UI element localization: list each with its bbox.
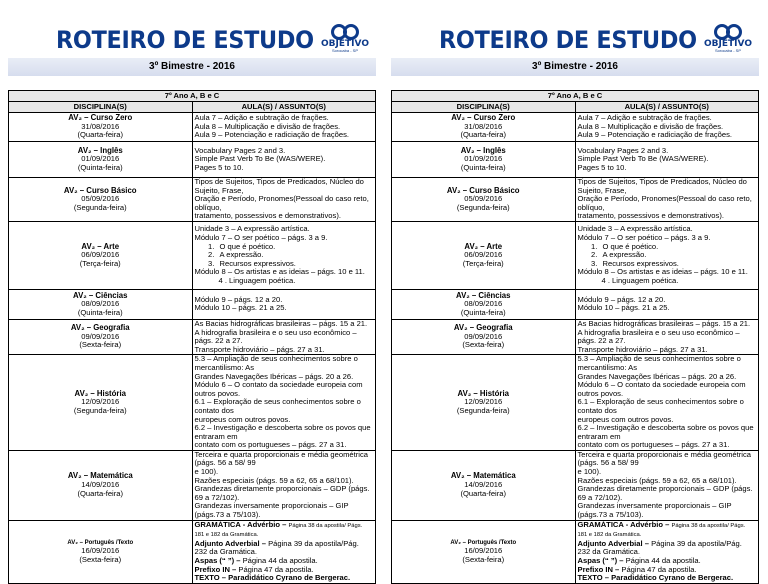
lesson-line: Transporte hidroviário – págs. 27 a 31.	[194, 344, 325, 354]
lesson-topic: GRAMÁTICA - Advérbio –	[194, 519, 289, 529]
table-row	[9, 142, 376, 178]
numbered-list	[195, 243, 374, 269]
lesson-reference: Página 44 da apostila.	[242, 556, 318, 565]
class-label: 7º Ano A, B e C	[9, 91, 376, 102]
lesson-line: Terceira e quarta proporcionais e média geométrica (págs. 56 a 58/ 99	[577, 449, 751, 468]
discipline-name: AV₂ – Arte	[81, 241, 120, 251]
lesson-line	[578, 540, 757, 557]
discipline-cell	[392, 142, 576, 178]
table-row	[392, 520, 759, 583]
list-item: 1. O que é poético.	[600, 243, 757, 252]
exam-date: 12/09/2016	[464, 397, 503, 407]
table-row	[9, 113, 376, 142]
numbered-list	[578, 243, 757, 269]
page-right	[391, 26, 759, 584]
lesson-reference: Página 39 da apostila/Pág. 232 da Gramática.	[194, 538, 359, 557]
exam-weekday: (Segunda-feira)	[456, 202, 510, 212]
exam-date: 09/09/2016	[81, 331, 120, 341]
discipline-cell	[392, 450, 576, 520]
discipline-cell	[9, 178, 193, 222]
page-title: ROTEIRO DE ESTUDO	[56, 26, 314, 54]
lesson-line: 6.2 – Investigação e descoberta sobre os povos que entraram em	[194, 423, 371, 441]
exam-date: 01/09/2016	[464, 154, 503, 164]
lesson-cell	[575, 142, 759, 178]
logo-text: OBJETIVO	[321, 39, 369, 49]
lesson-line: Módulo 6 – O contato da sociedade europeia com outros povos.	[194, 380, 363, 398]
discipline-cell	[392, 319, 576, 354]
lesson-line: europeus com outros povos.	[194, 414, 291, 424]
lesson-cell	[192, 355, 376, 451]
discipline-name: AV₂ – História	[457, 388, 509, 398]
table-row	[392, 113, 759, 142]
lesson-cell	[575, 450, 759, 520]
lesson-line	[578, 521, 757, 540]
exam-weekday: (Segunda-feira)	[456, 405, 510, 415]
exam-weekday: (Sexta-feira)	[462, 555, 505, 564]
lesson-line: Razões especiais (págs. 59 a 62, 65 a 68/101).	[194, 475, 354, 485]
lesson-line	[195, 521, 374, 540]
exam-weekday: (Segunda-feira)	[73, 202, 127, 212]
lesson-cell	[192, 289, 376, 319]
discipline-name: AV₂ – Geografia	[453, 323, 513, 333]
table-row	[9, 450, 376, 520]
lesson-line: Terceira e quarta proporcionais e média geométrica (págs. 56 a 58/ 99	[194, 449, 368, 468]
objetivo-logo	[318, 24, 372, 54]
lesson-cell	[575, 520, 759, 583]
discipline-name: AV₂ – Curso Básico	[446, 185, 520, 195]
lesson-line: Oração e Período, Pronomes(Pessoal do caso reto, oblíquo,	[577, 194, 752, 212]
lesson-line: Simple Past Verb To Be (WAS/WERE).	[194, 154, 326, 164]
lesson-line: 4 . Linguagem poética.	[601, 275, 679, 285]
class-label: 7º Ano A, B e C	[392, 91, 759, 102]
lesson-cell	[575, 289, 759, 319]
lesson-line: contato com os portugueses – págs. 27 a 31.	[194, 440, 347, 450]
exam-date: 16/09/2016	[464, 546, 503, 556]
lesson-reference: Página 38 da apostila/ Págs. 181 e 182 da Gramática.	[194, 522, 363, 539]
lesson-line: Transporte hidroviário – págs. 27 a 31.	[577, 344, 708, 354]
list-item: 3. Recursos expressivos.	[600, 260, 757, 269]
discipline-name: AV₂ – Inglês	[460, 145, 506, 155]
lesson-line: Módulo 7 – O ser poético – págs. 3 a 9.	[577, 232, 711, 242]
discipline-name: AV₂ – Curso Básico	[63, 185, 137, 195]
lesson-cell	[192, 178, 376, 222]
lesson-line: Módulo 8 – Os artistas e as ideias – págs. 10 e 11.	[577, 267, 748, 277]
table-row	[9, 319, 376, 354]
lesson-line	[195, 540, 374, 557]
table-row	[9, 289, 376, 319]
discipline-name: AV₂ – Ciências	[73, 290, 128, 300]
table-row	[392, 450, 759, 520]
lesson-reference: Página 44 da apostila.	[625, 556, 701, 565]
column-header-lesson: AULA(S) / ASSUNTO(S)	[192, 102, 376, 113]
discipline-cell	[392, 289, 576, 319]
discipline-cell	[9, 221, 193, 289]
list-item: 3. Recursos expressivos.	[217, 260, 374, 269]
discipline-name: AV₂ – Português /Texto	[67, 539, 134, 546]
table-row	[392, 355, 759, 451]
logo-subtext: Sorocaba - SP	[714, 48, 741, 53]
discipline-name: AV₂ – Português /Texto	[450, 539, 517, 546]
lesson-cell	[192, 450, 376, 520]
lesson-topic: Adjunto Adverbial –	[194, 538, 269, 548]
exam-weekday: (Sexta-feira)	[462, 340, 505, 350]
page-title: ROTEIRO DE ESTUDO	[439, 26, 697, 54]
discipline-cell	[392, 178, 576, 222]
table-row	[9, 178, 376, 222]
lesson-cell	[575, 113, 759, 142]
table-row	[9, 221, 376, 289]
lesson-line: Aula 7 – Adição e subtração de frações.	[577, 113, 712, 123]
exam-date: 12/09/2016	[81, 397, 120, 407]
lesson-line: Módulo 9 – págs. 12 a 20.	[577, 294, 666, 304]
exam-weekday: (Terça-feira)	[462, 258, 504, 268]
objetivo-logo	[701, 24, 755, 54]
lesson-reference: Página 39 da apostila/Pág. 232 da Gramática.	[577, 538, 742, 557]
discipline-cell	[392, 113, 576, 142]
discipline-cell	[9, 355, 193, 451]
logo-icon	[330, 24, 360, 40]
lesson-line: Grandezas inversamente proporcionais – GIP (págs.73 a 75/103).	[194, 501, 349, 520]
exam-date: 31/08/2016	[464, 121, 503, 131]
lesson-line: europeus com outros povos.	[577, 414, 674, 424]
lesson-line: Vocabulary Pages 2 and 3.	[577, 145, 669, 155]
lesson-topic: Adjunto Adverbial –	[577, 538, 652, 548]
lesson-line: 5.3 – Ampliação de seus conhecimentos sobre o mercantilismo: As	[194, 354, 358, 372]
lesson-line: Módulo 8 – Os artistas e as ideias – págs. 10 e 11.	[194, 267, 365, 277]
lesson-line: A hidrografia brasileira e o seu uso econômico – págs. 22 a 27.	[577, 327, 740, 346]
exam-date: 31/08/2016	[81, 121, 120, 131]
lesson-line: e 100).	[577, 467, 602, 477]
lesson-reference: Página 47 da apostila.	[621, 564, 697, 574]
lesson-line: Pages 5 to 10.	[577, 162, 627, 172]
exam-weekday: (Quinta-feira)	[77, 162, 123, 172]
exam-weekday: (Terça-feira)	[79, 258, 121, 268]
lesson-line: 5.3 – Ampliação de seus conhecimentos sobre o mercantilismo: As	[577, 354, 741, 372]
lesson-line: e 100).	[194, 467, 219, 477]
discipline-cell	[9, 319, 193, 354]
table-row	[9, 520, 376, 583]
table-row	[392, 142, 759, 178]
exam-date: 05/09/2016	[81, 194, 120, 204]
lesson-line: Vocabulary Pages 2 and 3.	[194, 145, 286, 155]
lesson-topic: GRAMÁTICA - Advérbio –	[577, 519, 672, 529]
exam-date: 09/09/2016	[464, 331, 503, 341]
lesson-line: Tipos de Sujeitos, Tipos de Predicados, Núcleo do Sujeito, Frase,	[577, 177, 747, 195]
exam-date: 14/09/2016	[81, 479, 120, 489]
exam-weekday: (Quinta-feira)	[460, 162, 506, 172]
exam-date: 16/09/2016	[81, 546, 120, 556]
lesson-line: As Bacias hidrográficas brasileiras – págs. 15 a 21.	[194, 318, 368, 328]
lesson-cell	[575, 355, 759, 451]
logo-text: OBJETIVO	[704, 39, 752, 49]
exam-weekday: (Quinta-feira)	[460, 307, 506, 317]
lesson-cell	[575, 221, 759, 289]
lesson-line: Unidade 3 – A expressão artística.	[577, 224, 693, 234]
lesson-line	[578, 566, 757, 575]
discipline-cell	[9, 450, 193, 520]
lesson-line: Aula 8 – Multiplicação e divisão de frações.	[577, 121, 724, 131]
lesson-line: Pages 5 to 10.	[194, 162, 244, 172]
exam-weekday: (Quarta-feira)	[460, 130, 507, 140]
list-item: 1. O que é poético.	[217, 243, 374, 252]
list-item: 2. A expressão.	[217, 251, 374, 260]
lesson-line: Módulo 6 – O contato da sociedade europeia com outros povos.	[577, 380, 746, 398]
lesson-line: 6.1 – Exploração de seus conhecimentos sobre o contato dos	[194, 397, 361, 415]
table-row	[392, 319, 759, 354]
discipline-name: AV₂ – História	[74, 388, 126, 398]
page-left	[8, 26, 376, 584]
exam-weekday: (Sexta-feira)	[79, 340, 122, 350]
logo-icon	[713, 24, 743, 40]
lesson-topic: Prefixo IN –	[577, 564, 622, 574]
banner	[8, 26, 376, 54]
column-header-lesson: AULA(S) / ASSUNTO(S)	[575, 102, 759, 113]
list-item: 2. A expressão.	[600, 251, 757, 260]
discipline-name: AV₂ – Inglês	[77, 145, 123, 155]
exam-date: 06/09/2016	[464, 250, 503, 260]
lesson-line	[195, 566, 374, 575]
lesson-cell	[192, 221, 376, 289]
lesson-topic: Aspas (“ ”) –	[577, 556, 626, 565]
exam-date: 05/09/2016	[464, 194, 503, 204]
discipline-cell	[9, 142, 193, 178]
lesson-cell	[192, 113, 376, 142]
discipline-cell	[392, 355, 576, 451]
lesson-line: Grandes Navegações Ibéricas – págs. 20 a 26.	[577, 371, 737, 381]
lesson-line: Módulo 10 – págs. 21 a 25.	[194, 303, 287, 313]
discipline-cell	[9, 289, 193, 319]
lesson-line: tratamento, possessivos e demonstrativos).	[577, 211, 724, 221]
lesson-cell	[575, 319, 759, 354]
schedule-table	[391, 90, 759, 584]
lesson-line: Módulo 7 – O ser poético – págs. 3 a 9.	[194, 232, 328, 242]
lesson-reference: Página 38 da apostila/ Págs. 181 e 182 da Gramática.	[577, 522, 746, 539]
exam-weekday: (Quinta-feira)	[77, 307, 123, 317]
lesson-line: Aula 7 – Adição e subtração de frações.	[194, 113, 329, 123]
exam-weekday: (Segunda-feira)	[73, 405, 127, 415]
lesson-line: 6.1 – Exploração de seus conhecimentos sobre o contato dos	[577, 397, 744, 415]
exam-date: 06/09/2016	[81, 250, 120, 260]
subtitle: 3º Bimestre - 2016	[391, 58, 759, 76]
column-header-discipline: DISCIPLINA(S)	[392, 102, 576, 113]
lesson-line: Módulo 10 – págs. 21 a 25.	[577, 303, 670, 313]
lesson-line: tratamento, possessivos e demonstrativos).	[194, 211, 341, 221]
lesson-line: Aula 9 – Potenciação e radiciação de frações.	[577, 130, 733, 140]
table-row	[392, 178, 759, 222]
lesson-line: As Bacias hidrográficas brasileiras – págs. 15 a 21.	[577, 318, 751, 328]
discipline-name: AV₂ – Curso Zero	[451, 113, 516, 123]
exam-weekday: (Quarta-feira)	[77, 488, 124, 498]
lesson-topic: Prefixo IN –	[194, 564, 239, 574]
discipline-cell	[392, 520, 576, 583]
lesson-line: Grandes Navegações Ibéricas – págs. 20 a 26.	[194, 371, 354, 381]
lesson-line: 6.2 – Investigação e descoberta sobre os povos que entraram em	[577, 423, 754, 441]
lesson-cell	[192, 319, 376, 354]
banner	[391, 26, 759, 54]
lesson-line: TEXTO – Paradidático Cyrano de Bergerac.	[577, 573, 734, 583]
discipline-name: AV₂ – Curso Zero	[68, 113, 133, 123]
lesson-line: Aula 9 – Potenciação e radiciação de frações.	[194, 130, 350, 140]
exam-date: 01/09/2016	[81, 154, 120, 164]
lesson-line: Grandezas diretamente proporcionais – GDP (págs. 69 a 72/102).	[194, 484, 370, 502]
discipline-name: AV₂ – Ciências	[456, 290, 511, 300]
exam-weekday: (Quarta-feira)	[460, 488, 507, 498]
exam-date: 08/09/2016	[81, 299, 120, 309]
lesson-line: Unidade 3 – A expressão artística.	[194, 224, 310, 234]
lesson-topic: Aspas (“ ”) –	[194, 556, 243, 565]
schedule-table	[8, 90, 376, 584]
column-header-discipline: DISCIPLINA(S)	[9, 102, 193, 113]
table-row	[392, 221, 759, 289]
subtitle: 3º Bimestre - 2016	[8, 58, 376, 76]
lesson-line: 4 . Linguagem poética.	[218, 275, 296, 285]
discipline-cell	[9, 520, 193, 583]
exam-weekday: (Sexta-feira)	[79, 555, 122, 564]
discipline-cell	[392, 221, 576, 289]
discipline-name: AV₂ – Arte	[464, 241, 503, 251]
discipline-cell	[9, 113, 193, 142]
exam-date: 08/09/2016	[464, 299, 503, 309]
lesson-line: Oração e Período, Pronomes(Pessoal do caso reto, oblíquo,	[194, 194, 369, 212]
exam-date: 14/09/2016	[464, 479, 503, 489]
lesson-cell	[575, 178, 759, 222]
lesson-line: Simple Past Verb To Be (WAS/WERE).	[577, 154, 709, 164]
lesson-line: Tipos de Sujeitos, Tipos de Predicados, Núcleo do Sujeito, Frase,	[194, 177, 364, 195]
lesson-line: Grandezas diretamente proporcionais – GDP (págs. 69 a 72/102).	[577, 484, 753, 502]
table-row	[392, 289, 759, 319]
lesson-reference: Página 47 da apostila.	[238, 564, 314, 574]
discipline-name: AV₂ – Geografia	[70, 323, 130, 333]
table-row	[9, 355, 376, 451]
logo-subtext: Sorocaba - SP	[331, 48, 358, 53]
exam-weekday: (Quarta-feira)	[77, 130, 124, 140]
lesson-line: A hidrografia brasileira e o seu uso econômico – págs. 22 a 27.	[194, 327, 357, 346]
discipline-name: AV₂ – Matemática	[450, 471, 516, 481]
lesson-line: contato com os portugueses – págs. 27 a 31.	[577, 440, 730, 450]
lesson-line: Razões especiais (págs. 59 a 62, 65 a 68/101).	[577, 475, 737, 485]
lesson-cell	[192, 142, 376, 178]
discipline-name: AV₂ – Matemática	[67, 471, 133, 481]
lesson-line: Módulo 9 – págs. 12 a 20.	[194, 294, 283, 304]
lesson-line: Grandezas inversamente proporcionais – GIP (págs.73 a 75/103).	[577, 501, 732, 520]
lesson-line: TEXTO – Paradidático Cyrano de Bergerac.	[194, 573, 351, 583]
lesson-line: Aula 8 – Multiplicação e divisão de frações.	[194, 121, 341, 131]
lesson-cell	[192, 520, 376, 583]
